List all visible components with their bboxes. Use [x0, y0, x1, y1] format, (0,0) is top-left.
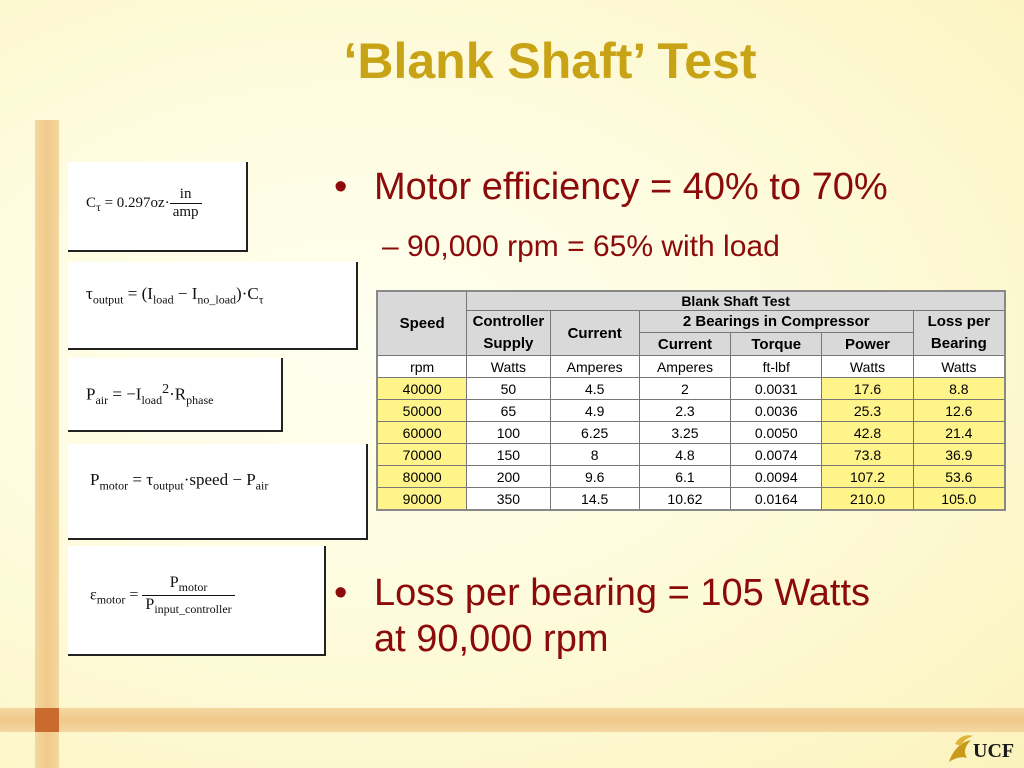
- header-current: Current: [550, 311, 639, 356]
- eq-subscript: motor: [96, 592, 126, 607]
- table-cell: 0.0050: [731, 422, 822, 444]
- decorative-corner-square: [35, 708, 59, 732]
- table-cell: 40000: [377, 378, 467, 400]
- equation-motor-power: [68, 444, 368, 540]
- table-title: Blank Shaft Test: [467, 291, 1005, 311]
- equation-air-power: [68, 358, 283, 432]
- table-cell: 0.0074: [731, 444, 822, 466]
- bullet-motor-efficiency: [334, 166, 888, 209]
- bullet-marker: •: [334, 572, 348, 614]
- header-bearings: 2 Bearings in Compressor: [639, 311, 913, 333]
- table-row: [377, 400, 1005, 422]
- eq-subscript: air: [95, 393, 109, 408]
- bullet-text-line1: Loss per bearing = 105 Watts: [374, 572, 871, 614]
- unit-cell: Watts: [822, 356, 913, 378]
- eq-text: = τ: [128, 470, 154, 489]
- table-cell: 65: [467, 400, 550, 422]
- eq-subscript: τ: [96, 199, 101, 214]
- table-cell: 17.6: [822, 378, 913, 400]
- header-speed: Speed: [377, 291, 467, 356]
- eq-superscript: 2: [162, 382, 170, 397]
- eq-denominator: [142, 596, 234, 617]
- eq-symbol: τ: [86, 284, 93, 303]
- bullet-text-line2: at 90,000 rpm: [374, 618, 609, 660]
- table-cell: 107.2: [822, 466, 913, 488]
- table-row: [377, 466, 1005, 488]
- table-row: [377, 422, 1005, 444]
- eq-symbol: P: [169, 574, 179, 591]
- blank-shaft-test-table: [376, 290, 1006, 511]
- decorative-vertical-bar: [35, 120, 59, 768]
- equation-torque-constant: [68, 162, 248, 252]
- table-cell: 2.3: [639, 400, 730, 422]
- eq-subscript: phase: [186, 393, 214, 408]
- eq-text: = 0.297oz·: [100, 194, 170, 211]
- table-cell: 4.5: [550, 378, 639, 400]
- eq-subscript: motor: [178, 580, 208, 595]
- table-cell: 200: [467, 466, 550, 488]
- eq-subscript: motor: [99, 478, 129, 493]
- table-cell: 8.8: [913, 378, 1005, 400]
- table-cell: 12.6: [913, 400, 1005, 422]
- slide-title: ‘Blank Shaft’ Test: [343, 33, 757, 89]
- eq-symbol: ε: [90, 586, 97, 604]
- unit-cell: rpm: [377, 356, 467, 378]
- table-cell: 150: [467, 444, 550, 466]
- eq-text: =: [125, 586, 143, 604]
- table-cell: 90000: [377, 488, 467, 511]
- unit-cell: Watts: [913, 356, 1005, 378]
- eq-symbol: P: [86, 384, 96, 404]
- table-cell: 70000: [377, 444, 467, 466]
- eq-text: − I: [173, 284, 198, 303]
- table-cell: 0.0164: [731, 488, 822, 511]
- table-header-row: [377, 311, 1005, 333]
- subheader-torque: Torque: [731, 333, 822, 356]
- unit-cell: Watts: [467, 356, 550, 378]
- table-row: [377, 444, 1005, 466]
- subheader-power: Power: [822, 333, 913, 356]
- ucf-logo-text: UCF: [973, 740, 1015, 762]
- table-cell: 0.0094: [731, 466, 822, 488]
- bullet-marker: •: [334, 166, 348, 208]
- table-cell: 50000: [377, 400, 467, 422]
- eq-numerator: in: [170, 186, 202, 204]
- header-loss-per-bearing: Loss per Bearing: [913, 311, 1005, 356]
- eq-subscript: τ: [258, 292, 264, 307]
- eq-text: )·C: [236, 284, 259, 303]
- eq-text: ·R: [169, 384, 187, 404]
- eq-subscript: air: [255, 478, 269, 493]
- eq-fraction: [142, 574, 234, 617]
- eq-symbol: C: [86, 194, 97, 211]
- eq-subscript: output: [92, 292, 124, 307]
- eq-subscript: load: [152, 292, 174, 307]
- table-cell: 50: [467, 378, 550, 400]
- table-cell: 25.3: [822, 400, 913, 422]
- bullet-loss-per-bearing: [334, 570, 871, 662]
- unit-cell: Amperes: [550, 356, 639, 378]
- table-cell: 105.0: [913, 488, 1005, 511]
- subheader-current: Current: [639, 333, 730, 356]
- table-cell: 3.25: [639, 422, 730, 444]
- table-row: [377, 488, 1005, 511]
- eq-text: = −I: [108, 384, 142, 404]
- table-cell: 60000: [377, 422, 467, 444]
- eq-numerator: [142, 574, 234, 596]
- equation-output-torque: [68, 262, 358, 350]
- table-cell: 0.0036: [731, 400, 822, 422]
- table-row: [377, 378, 1005, 400]
- eq-subscript: load: [141, 393, 163, 408]
- table-cell: 53.6: [913, 466, 1005, 488]
- eq-symbol: P: [145, 596, 155, 614]
- table-cell: 10.62: [639, 488, 730, 511]
- table-cell: 14.5: [550, 488, 639, 511]
- table-cell: 0.0031: [731, 378, 822, 400]
- eq-text: = (I: [123, 284, 153, 303]
- table-cell: 350: [467, 488, 550, 511]
- table-title-row: [377, 291, 1005, 311]
- unit-cell: ft-lbf: [731, 356, 822, 378]
- table-cell: 36.9: [913, 444, 1005, 466]
- table-cell: 9.6: [550, 466, 639, 488]
- eq-denominator: amp: [172, 204, 199, 220]
- equation-motor-efficiency: [68, 546, 326, 656]
- unit-cell: Amperes: [639, 356, 730, 378]
- table-cell: 100: [467, 422, 550, 444]
- table-units-row: [377, 356, 1005, 378]
- decorative-horizontal-bar: [0, 708, 1024, 732]
- table-cell: 210.0: [822, 488, 913, 511]
- table-cell: 21.4: [913, 422, 1005, 444]
- table-cell: 80000: [377, 466, 467, 488]
- table-cell: 73.8: [822, 444, 913, 466]
- header-controller-supply: Controller Supply: [467, 311, 550, 356]
- table-cell: 6.25: [550, 422, 639, 444]
- eq-symbol: P: [90, 470, 100, 489]
- bullet-text: Motor efficiency = 40% to 70%: [374, 166, 888, 208]
- table-cell: 4.9: [550, 400, 639, 422]
- table-cell: 6.1: [639, 466, 730, 488]
- eq-subscript: output: [153, 478, 184, 493]
- table-cell: 8: [550, 444, 639, 466]
- sub-bullet-rpm-efficiency: – 90,000 rpm = 65% with load: [382, 230, 780, 263]
- eq-fraction: [170, 186, 202, 221]
- table-cell: 4.8: [639, 444, 730, 466]
- eq-subscript: input_controller: [154, 602, 232, 617]
- eq-subscript: no_load: [197, 292, 237, 307]
- eq-text: ·speed − P: [183, 470, 256, 489]
- table-cell: 42.8: [822, 422, 913, 444]
- table-cell: 2: [639, 378, 730, 400]
